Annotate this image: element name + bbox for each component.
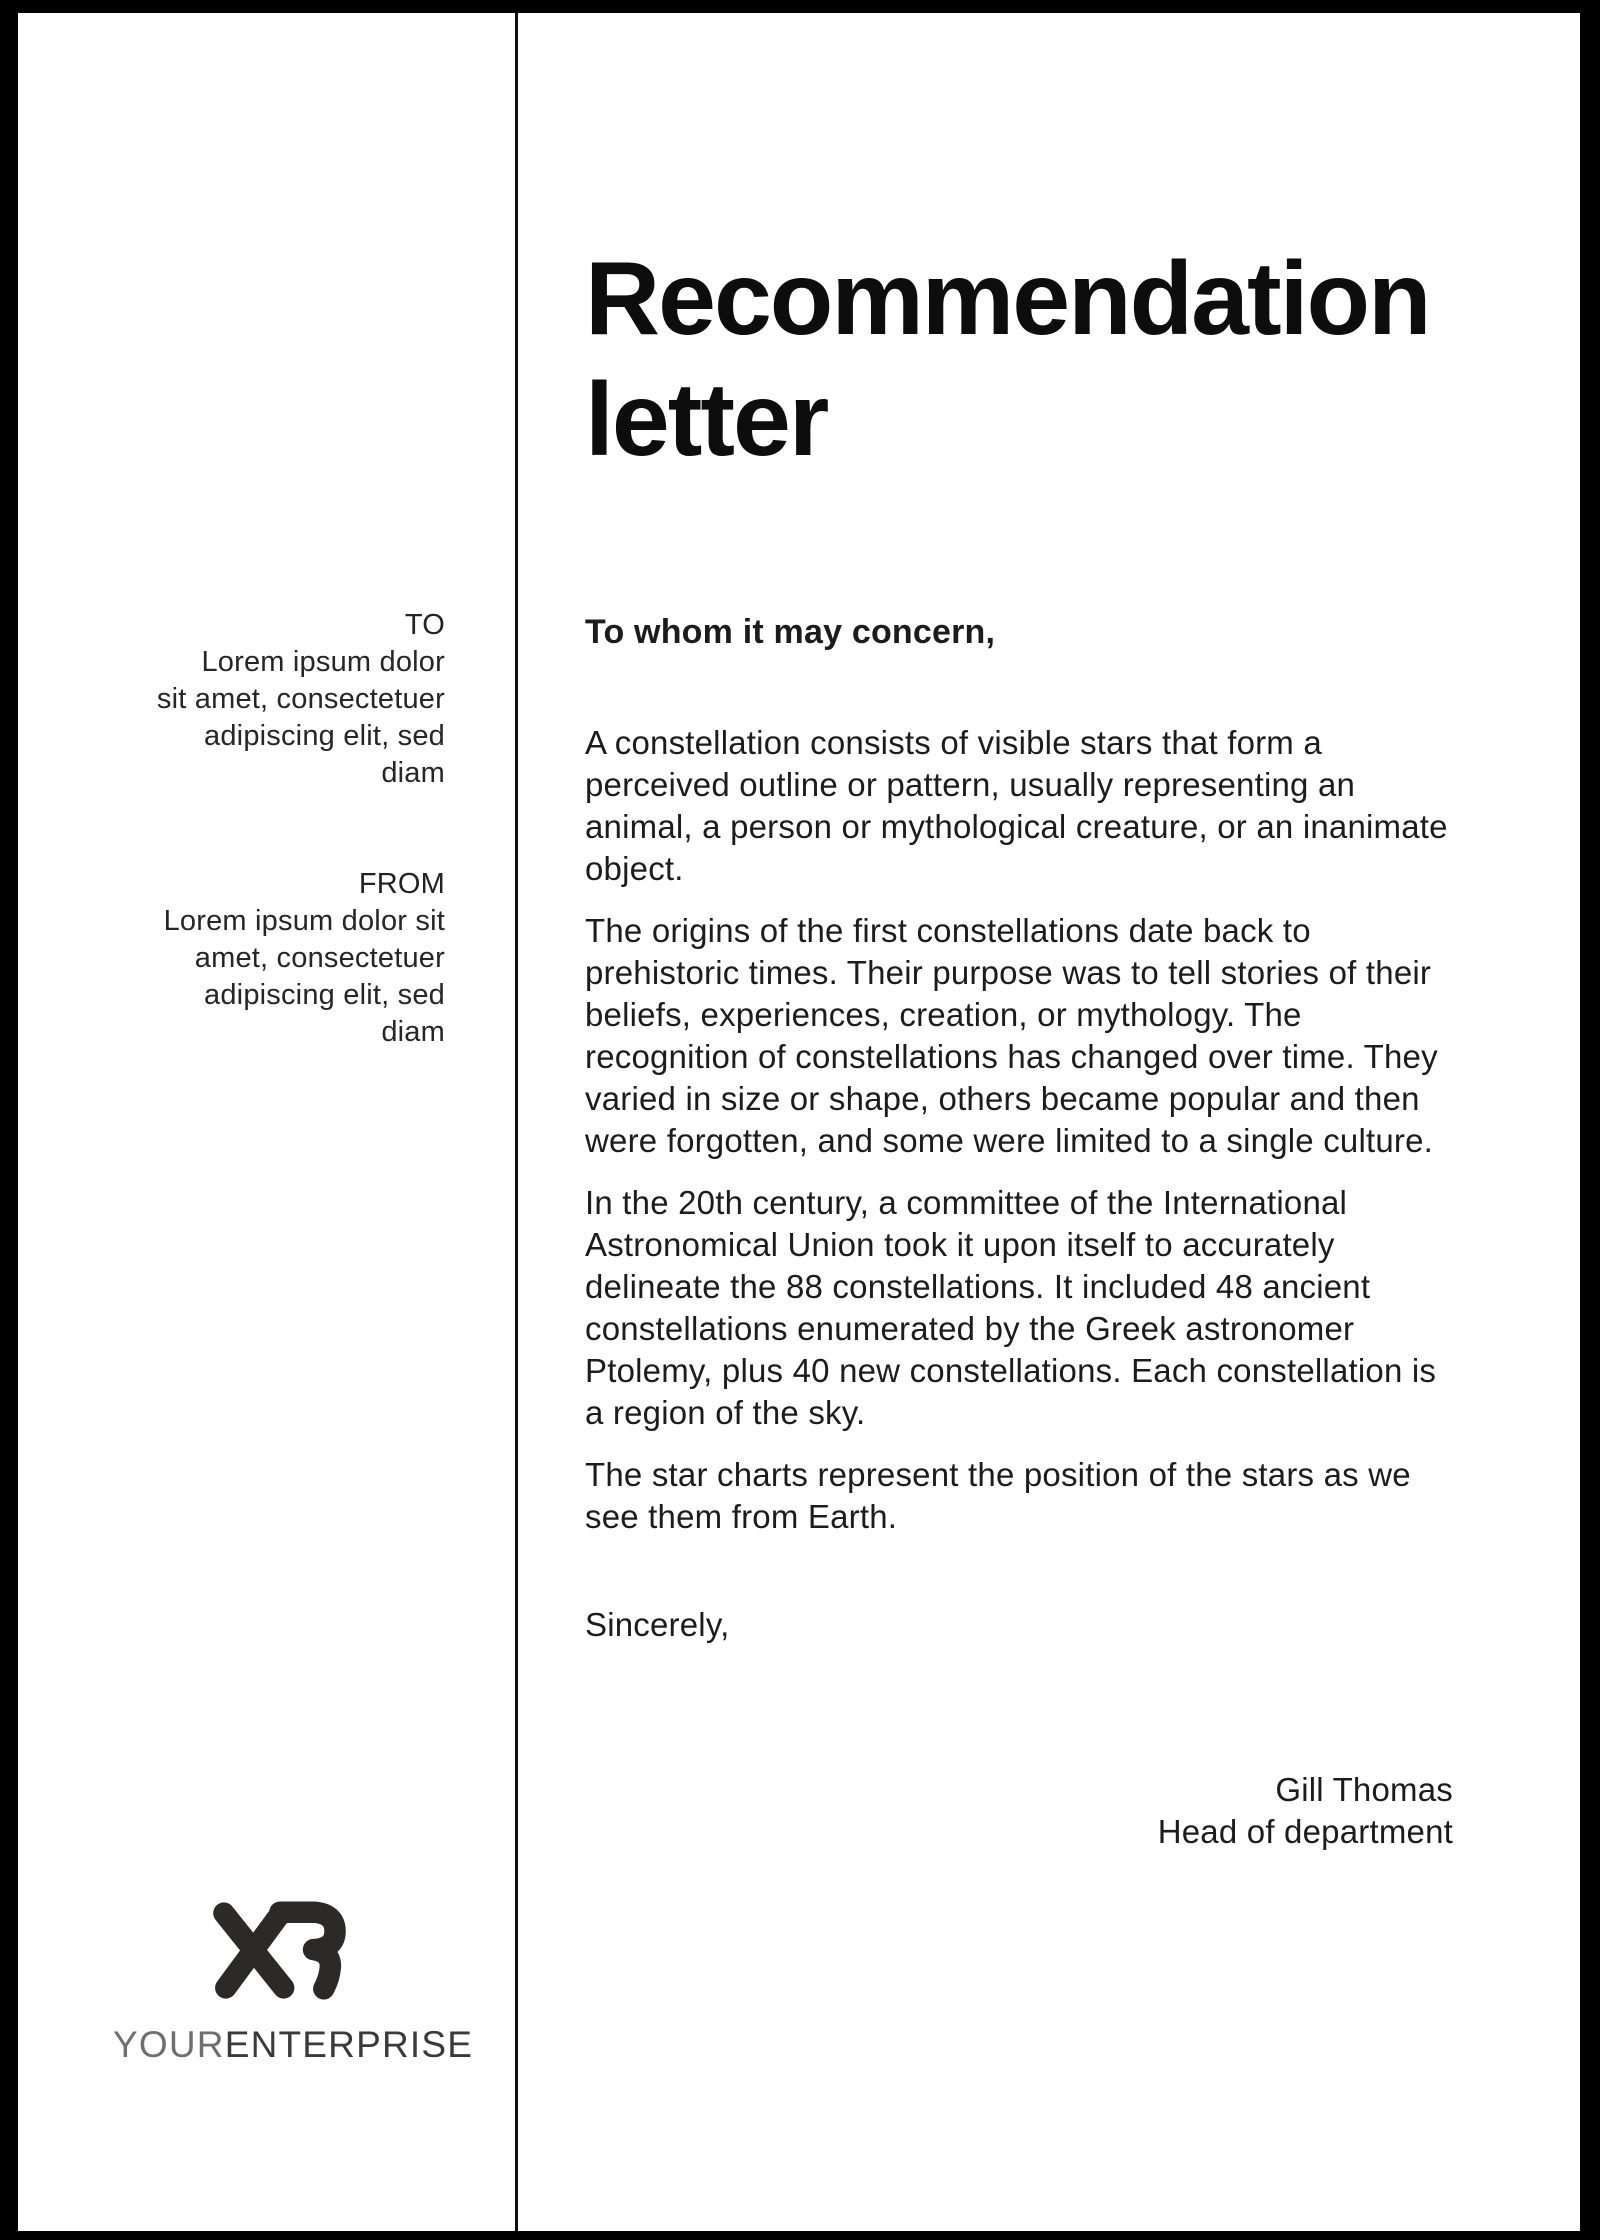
paragraph: A constellation consists of visible stars that form a perceived outline or pattern, usually representing an animal, a person or mythological creature, or an inanimate object. [585, 724, 1448, 887]
from-address-line: Lorem ipsum dolor sit [163, 905, 445, 937]
signature-name: Gill Thomas [1275, 1771, 1453, 1808]
to-address-line: Lorem ipsum dolor [201, 646, 445, 678]
recipient-block [105, 607, 445, 792]
paragraph: The origins of the first constellations date back to prehistoric times. Their purpose was to tell stories of their beliefs, experiences, creation, or mythology. The recognition of constellations has changed over time. They varied in size or shape, others became popular and then were forgotten, and some were limited to a single culture. [585, 912, 1438, 1159]
closing: Sincerely, [585, 1606, 730, 1643]
to-address-line: adipiscing elit, sed [204, 720, 445, 752]
greeting: To whom it may concern, [585, 613, 996, 651]
wordmark [113, 2024, 474, 2066]
to-label: TO [404, 609, 445, 641]
from-address-line: diam [381, 1016, 445, 1048]
vertical-divider [515, 13, 518, 2231]
page-title: Recommendation letter [585, 241, 1430, 478]
from-address-line: adipiscing elit, sed [204, 979, 445, 1011]
to-address-line: sit amet, consectetuer [156, 683, 445, 715]
paragraph: In the 20th century, a committee of the International Astronomical Union took it upon itself to accurately delineate the 88 constellations. It included 48 ancient constellations enumerated by the Greek astronomer Ptolemy, plus 40 new constellations. Each constellation is a region of the sky. [585, 1184, 1437, 1431]
to-address-line: diam [381, 757, 445, 789]
signature-block [585, 1769, 1453, 1853]
letter-body [585, 239, 1453, 1853]
company-logo [113, 1899, 474, 2066]
letter-page [18, 13, 1580, 2231]
wordmark-enterprise: ENTERPRISE [224, 2024, 474, 2065]
paragraph: The star charts represent the position of the stars as we see them from Earth. [585, 1456, 1411, 1535]
signature-role: Head of department [1157, 1813, 1453, 1850]
sender-block [105, 866, 445, 1051]
from-label: FROM [358, 868, 445, 900]
xr-monogram-icon [209, 1899, 349, 2002]
wordmark-your: YOUR [113, 2024, 225, 2065]
from-address-line: amet, consectetuer [194, 942, 445, 974]
